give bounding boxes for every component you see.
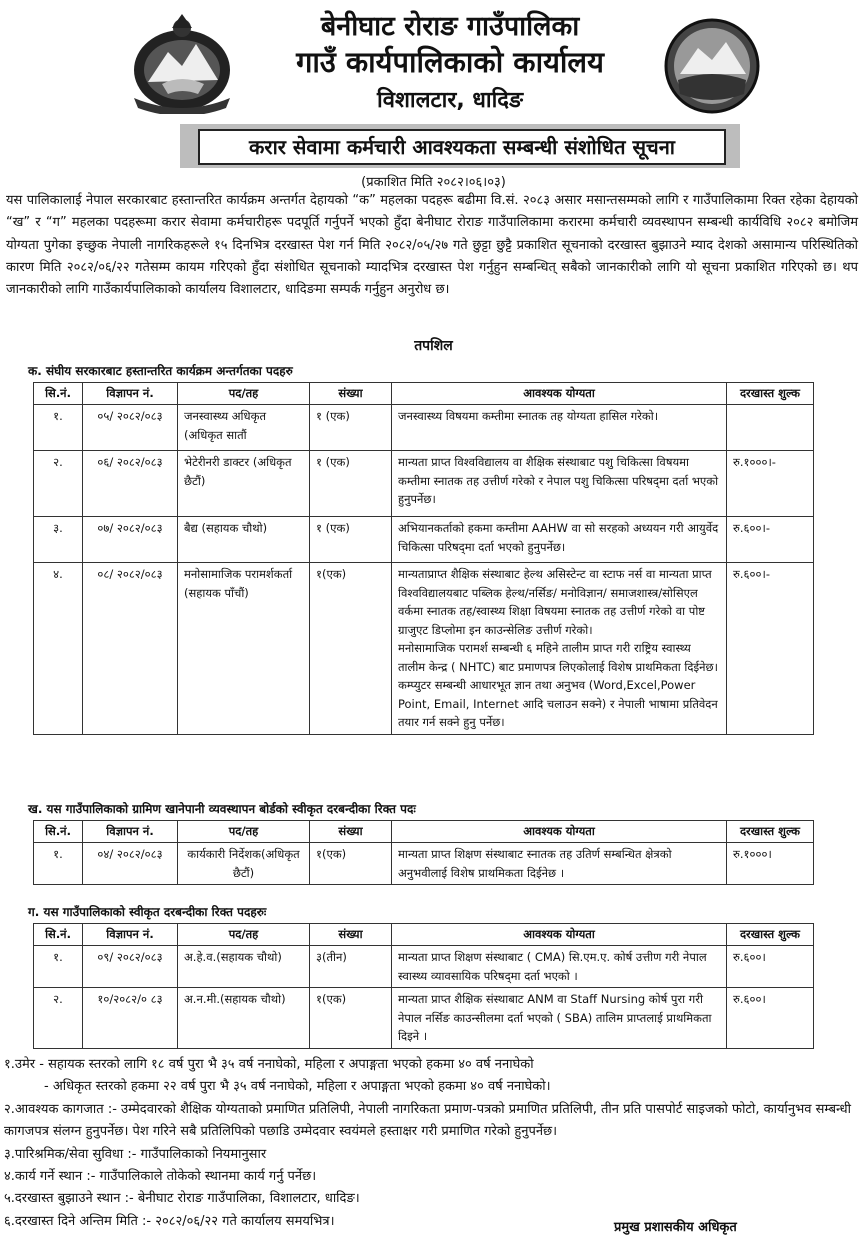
municipality-seal-icon	[664, 14, 760, 118]
row-fee: रु.६००।-	[727, 517, 814, 563]
note-documents: २.आवश्यक कागजात :- उम्मेदवारको शैक्षिक योग्यताको प्रमाणित प्रतिलिपी, नेपाली नागरिकता प्रमाण-पत्रको प्रमाणित प्रतिलिपी, तीन प्रति पासपोर्ट साइजको फोटो, कार्यानुभव सम्बन्धी कागजपत्र संलग्न हुनुपर्नेछ। पेश गरिने सबै प्रतिलिपिको पछाडि उम्मेदवार स्वयंमले हस्ताक्षर गरी प्रमाणित गरेको हुनुपर्नेछ।	[4, 1101, 851, 1140]
row-fee: रु.१०००।	[727, 843, 814, 885]
table-row	[34, 843, 814, 885]
col-qualification: आवश्यक योग्यता	[392, 924, 727, 946]
note-work-place: ४.कार्य गर्ने स्थान :- गाउँपालिकाले तोकेको स्थानमा कार्य गर्नु पर्नेछ।	[4, 1169, 317, 1185]
section-c-heading: ग. यस गाउँपालिकाको स्वीकृत दरबन्दीका रिक्त पदहरुः	[28, 905, 267, 919]
note-age: १.उमेर - सहायक स्तरको लागि १८ वर्ष पुरा भै ३५ वर्ष ननाघेको, महिला र अपाङ्गता भएको हकमा ४० वर्ष ननाघेको	[4, 1057, 534, 1072]
row-qualification: मान्यता प्राप्त शिक्षण संस्थाबाट ( CMA) सि.एम.ए. कोर्ष उत्तीण गरी नेपाल स्वास्थ्य व्यावसायिक परिषद्‌मा दर्ता भएको ।	[392, 946, 727, 988]
row-qualification: जनस्वास्थ्य विषयमा कम्तीमा स्नातक तह योग्यता हासिल गरेको।	[392, 405, 727, 451]
row-sn: २.	[34, 451, 83, 517]
col-count: संख्या	[310, 924, 392, 946]
qualification-line: मान्यताप्राप्त शैक्षिक संस्थाबाट हेल्थ असिस्टेन्ट वा स्टाफ नर्स वा मान्यता प्राप्त विश्वविद्यालयबाट पब्लिक हेल्थ/नर्सिङ/ मनोविज्ञान/ समाजशास्त्र/सोसिएल वर्कमा स्नातक तह/स्वास्थ्य शिक्षा विषयमा स्नातक तह उत्तीर्ण गरेको वा पोष्ट ग्राजुएट डिप्लोमा इन काउन्सेलिङ उत्तीर्ण गरेको।	[398, 567, 712, 637]
col-post: पद/तह	[178, 924, 310, 946]
row-fee: रु.६००।	[727, 946, 814, 988]
details-heading: तपशिल	[414, 338, 453, 354]
municipality-name: बेनीघाट रोराङ गाउँपालिका	[320, 11, 580, 42]
col-sn: सि.नं.	[34, 924, 83, 946]
table-row	[34, 563, 814, 735]
row-count: १(एक)	[310, 563, 392, 735]
section-a-table	[33, 382, 814, 735]
row-adv: ०८/ २०८२/०८३	[83, 563, 178, 735]
col-count: संख्या	[310, 383, 392, 405]
row-sn: ४.	[34, 563, 83, 735]
qualification-line: कम्प्युटर सम्बन्धी आधारभूत ज्ञान तथा अनुभव (Word,Excel,Power Point, Email, Internet आदि चलाउन सक्ने) र नेपाली भाषामा प्रतिवेदन तयार गर्न सक्ने हुनु पर्नेछ।	[398, 678, 718, 729]
col-qualification: आवश्यक योग्यता	[392, 383, 727, 405]
col-fee: दरखास्त शुल्क	[727, 821, 814, 843]
section-a-heading: क. संघीय सरकारबाट हस्तान्तरित कार्यक्रम अन्तर्गतका पदहरु	[28, 364, 293, 378]
nepal-government-emblem-icon	[128, 14, 236, 114]
row-adv: १०/२०८२/० ८३	[83, 988, 178, 1049]
table-row	[34, 946, 814, 988]
col-fee: दरखास्त शुल्क	[727, 383, 814, 405]
table-header-row	[34, 383, 814, 405]
qualification-line: मनोसामाजिक परामर्श सम्बन्धी ६ महिने तालीम प्राप्त गरी राष्ट्रिय स्वास्थ्य तालीम केन्द्र ( NHTC) बाट प्रमाणपत्र लिएकोलाई विशेष प्राथमिकता दिईनेछ।	[398, 641, 718, 674]
col-sn: सि.नं.	[34, 383, 83, 405]
col-sn: सि.नं.	[34, 821, 83, 843]
table-row	[34, 988, 814, 1049]
table-header-row	[34, 924, 814, 946]
row-post: जनस्वास्थ्य अधिकृत (अधिकृत सातौं	[178, 405, 310, 451]
col-post: पद/तह	[178, 383, 310, 405]
row-fee: रु.६००।	[727, 988, 814, 1049]
row-qualification	[392, 563, 727, 735]
officer-signature: प्रमुख प्रशासकीय अधिकृत	[614, 1220, 737, 1235]
table-row	[34, 517, 814, 563]
row-sn: २.	[34, 988, 83, 1049]
row-adv: ०७/ २०८२/०८३	[83, 517, 178, 563]
row-post: कार्यकारी निर्देशक(अधिकृत छैटौं)	[178, 843, 310, 885]
section-b-heading: ख. यस गाउँपालिकाको ग्रामिण खानेपानी व्यवस्थापन बोर्डको स्वीकृत दरबन्दीका रिक्त पदः	[28, 802, 416, 816]
note-submit-place: ५.दरखास्त बुझाउने स्थान :- बेनीघाट रोराङ गाउँपालिका, विशालटार, धादिङ।	[4, 1191, 360, 1207]
row-post: मनोसामाजिक परामर्शकर्ता (सहायक पाँचौं)	[178, 563, 310, 735]
row-fee: रु.१०००।-	[727, 451, 814, 517]
row-qualification: मान्यता प्राप्त विश्वविद्यालय वा शैक्षिक संस्थाबाट पशु चिकित्सा विषयमा कम्तीमा स्नातक तह उत्तीर्ण गरेको र नेपाल पशु चिकित्सा परिषद्‌मा दर्ता भएको हुनुपर्नेछ।	[392, 451, 727, 517]
col-qualification: आवश्यक योग्यता	[392, 821, 727, 843]
row-adv: ०९/ २०८२/०८३	[83, 946, 178, 988]
row-count: १(एक)	[310, 843, 392, 885]
row-count: ३(तीन)	[310, 946, 392, 988]
row-count: १(एक)	[310, 988, 392, 1049]
row-count: १ (एक)	[310, 517, 392, 563]
section-b-table	[33, 820, 814, 885]
row-count: १ (एक)	[310, 405, 392, 451]
office-name: गाउँ कार्यपालिकाको कार्यालय	[296, 45, 604, 79]
intro-paragraph: यस पालिकालाई नेपाल सरकारबाट हस्तान्तरित कार्यक्रम अन्तर्गत देहायको “क” महलका पदहरू बढीमा वि.सं. २०८३ असार मसान्तसम्मको लागि र गाउँपालिकामा रिक्त रहेका देहायको “ख” र “ग” महलका पदहरूमा करार सेवामा कर्मचारीहरू पदपूर्ति गर्नुपर्ने भएको हुँदा बेनीघाट रोराङ गाउँपालिकामा करारमा कर्मचारी व्यवस्थापन सम्बन्धी कार्यविधि २०८२ बमोजिम योग्यता पुगेका इच्छुक नेपाली नागरिकहरूले १५ दिनभित्र दरखास्त पेश गर्न मिति २०८२/०५/२७ गते छुट्टा छुट्टै प्रकाशित सूचनाको दरखास्त बुझाउने म्याद देशको असामान्य परिस्थितिको कारण मिति २०८२/०६/२२ गतेसम्म कायम गरिएको हुँदा संशोधित सूचनाको म्यादभित्र दरखास्त पेश गर्नुहुन सम्बन्धित् सबैको जानकारीको लागि यो सूचना प्रकाशित गरिएको छ। थप जानकारीको लागि गाउँकार्यपालिकाको कार्यालय विशालटार, धादिङमा सम्पर्क गर्नुहुन अनुरोध छ।	[6, 193, 858, 298]
row-adv: ०६/ २०८२/०८३	[83, 451, 178, 517]
row-qualification: मान्यता प्राप्त शिक्षण संस्थाबाट स्नातक तह उतिर्ण सम्बन्धित क्षेत्रको अनुभवीलाई विशेष प्राथमिकता दिईनेछ ।	[392, 843, 727, 885]
note-remuneration: ३.पारिश्रमिक/सेवा सुविधा :- गाउँपालिकाको नियमानुसार	[4, 1146, 267, 1162]
office-address: विशालटार, धादिङ	[377, 88, 523, 113]
note-deadline: ६.दरखास्त दिने अन्तिम मिति :- २०८२/०६/२२ गते कार्यालय समयभित्र।	[4, 1213, 335, 1229]
row-fee: रु.६००।-	[727, 563, 814, 735]
row-adv: ०५/ २०८२/०८३	[83, 405, 178, 451]
note-age-officer: - अधिकृत स्तरको हकमा २२ वर्ष पुरा भै ३५ वर्ष ननाघेको, महिला र अपाङ्गता भएको हकमा ४० वर्ष ननाघेको।	[44, 1079, 551, 1095]
row-qualification: मान्यता प्राप्त शैक्षिक संस्थाबाट ANM वा Staff Nursing कोर्ष पुरा गरी नेपाल नर्सिङ काउन्सीलमा दर्ता भएको ( SBA) तालिम प्राप्तलाई प्राथमिकता दिइने ।	[392, 988, 727, 1049]
col-adv: विज्ञापन नं.	[83, 821, 178, 843]
row-post: अ.न.मी.(सहायक चौथो)	[178, 988, 310, 1049]
col-adv: विज्ञापन नं.	[83, 924, 178, 946]
row-post: अ.हे.व.(सहायक चौथो)	[178, 946, 310, 988]
row-sn: १.	[34, 946, 83, 988]
row-post: भेटेरीनरी डाक्टर (अधिकृत छैटौं)	[178, 451, 310, 517]
published-date: (प्रकाशित मिति २०८२।०६।०३)	[361, 175, 506, 190]
section-c-table	[33, 923, 814, 1049]
table-header-row	[34, 821, 814, 843]
col-fee: दरखास्त शुल्क	[727, 924, 814, 946]
row-sn: १.	[34, 843, 83, 885]
table-row	[34, 405, 814, 451]
table-row	[34, 451, 814, 517]
col-post: पद/तह	[178, 821, 310, 843]
row-adv: ०४/ २०८२/०८३	[83, 843, 178, 885]
row-sn: १.	[34, 405, 83, 451]
row-qualification: अभियानकर्ताको हकमा कम्तीमा AAHW वा सो सरहको अध्ययन गरी आयुर्वेद चिकित्सा परिषद्‌मा दर्ता भएको हुनुपर्नेछ।	[392, 517, 727, 563]
col-adv: विज्ञापन नं.	[83, 383, 178, 405]
col-count: संख्या	[310, 821, 392, 843]
row-post: बैद्य (सहायक चौथो)	[178, 517, 310, 563]
row-sn: ३.	[34, 517, 83, 563]
notice-title: करार सेवामा कर्मचारी आवश्यकता सम्बन्धी संशोधित सूचना	[198, 129, 726, 165]
row-count: १ (एक)	[310, 451, 392, 517]
notes	[4, 1054, 860, 1233]
row-fee	[727, 405, 814, 451]
